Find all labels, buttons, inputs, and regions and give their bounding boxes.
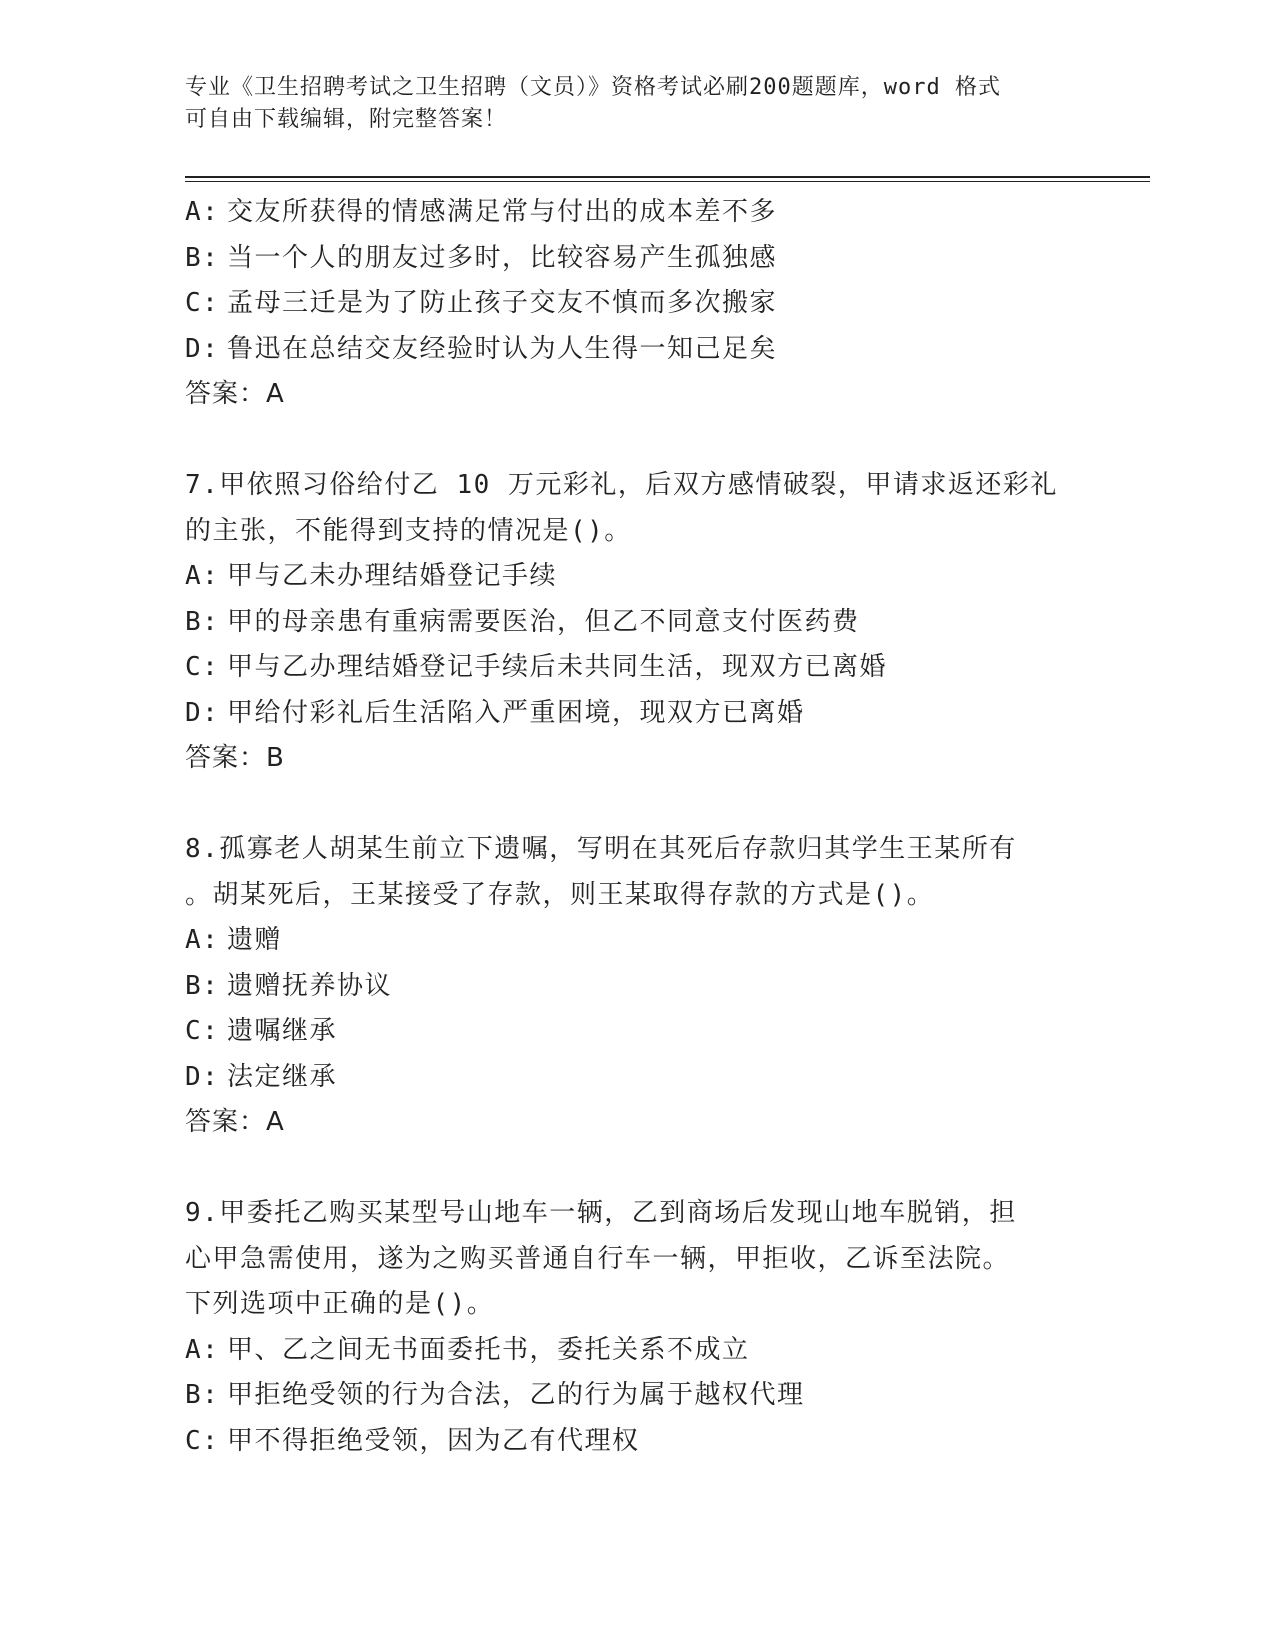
option-text: 鲁迅在总结交友经验时认为人生得一知己足矣 (227, 333, 778, 364)
option-text: 遗嘱继承 (227, 1016, 338, 1046)
option-text: 甲拒绝受领的行为合法，乙的行为属于越权代理 (227, 1380, 805, 1410)
answer-line: 答案：B (185, 743, 285, 773)
spacer (185, 1146, 1085, 1192)
option-text: 孟母三迁是为了防止孩子交友不慎而多次搬家 (227, 288, 778, 318)
option-text: 甲与乙未办理结婚登记手续 (227, 561, 558, 591)
header-divider-thick (185, 176, 1150, 178)
option-d (185, 691, 1085, 737)
option-letter: B: (185, 970, 220, 1001)
question-stem-line-2: 心甲急需使用，遂为之购买普通自行车一辆，甲拒收，乙诉至法院。 (185, 1243, 1011, 1274)
header-divider-thin (185, 181, 1150, 182)
question-6 (185, 190, 1085, 418)
option-text: 当一个人的朋友过多时，比较容易产生孤独感 (227, 242, 778, 273)
option-a (185, 190, 1085, 236)
question-stem-line-1: 9.甲委托乙购买某型号山地车一辆，乙到商场后发现山地车脱销，担 (185, 1198, 1017, 1228)
option-text: 甲的母亲患有重病需要医治，但乙不同意支付医药费 (227, 606, 860, 637)
option-b (185, 600, 1085, 646)
answer-line: 答案：A (185, 379, 285, 409)
option-text: 甲与乙办理结婚登记手续后未共同生活，现双方已离婚 (227, 652, 888, 682)
option-letter: B: (185, 242, 220, 273)
option-d (185, 1055, 1085, 1101)
option-letter: D: (185, 1061, 220, 1092)
document-header (185, 72, 1065, 136)
question-9 (185, 1191, 1085, 1464)
option-letter: D: (185, 333, 220, 364)
option-a (185, 554, 1085, 600)
option-letter: A: (185, 561, 220, 591)
spacer (185, 418, 1085, 464)
question-8 (185, 827, 1085, 1146)
option-letter: A: (185, 1334, 220, 1365)
option-b (185, 236, 1085, 282)
header-title-line-2: 可自由下载编辑，附完整答案！ (185, 107, 508, 132)
question-7 (185, 463, 1085, 782)
answer-line: 答案：A (185, 1107, 285, 1137)
option-a (185, 918, 1085, 964)
option-letter: A: (185, 197, 220, 227)
question-stem-line-2: 的主张，不能得到支持的情况是()。 (185, 515, 632, 546)
option-a (185, 1328, 1085, 1374)
option-letter: C: (185, 1016, 220, 1046)
spacer (185, 782, 1085, 828)
option-text: 交友所获得的情感满足常与付出的成本差不多 (227, 197, 778, 227)
question-content (185, 190, 1085, 1464)
question-stem-line-3: 下列选项中正确的是()。 (185, 1289, 495, 1319)
option-text: 甲、乙之间无书面委托书，委托关系不成立 (227, 1334, 750, 1365)
option-c (185, 1419, 1085, 1465)
question-stem-line-2: 。胡某死后，王某接受了存款，则王某取得存款的方式是()。 (185, 879, 935, 910)
option-letter: B: (185, 606, 220, 637)
option-letter: C: (185, 1425, 220, 1456)
option-letter: C: (185, 652, 220, 682)
option-b (185, 964, 1085, 1010)
header-title-line-1: 专业《卫生招聘考试之卫生招聘（文员）》资格考试必刷200题题库，word 格式 (185, 75, 1001, 100)
option-letter: B: (185, 1380, 220, 1410)
option-text: 遗赠 (227, 925, 283, 955)
option-d (185, 327, 1085, 373)
question-stem-line-1: 8.孤寡老人胡某生前立下遗嘱，写明在其死后存款归其学生王某所有 (185, 834, 1017, 864)
option-text: 甲给付彩礼后生活陷入严重困境，现双方已离婚 (227, 697, 805, 728)
option-text: 甲不得拒绝受领，因为乙有代理权 (227, 1425, 640, 1456)
option-text: 法定继承 (227, 1061, 338, 1092)
option-letter: D: (185, 697, 220, 728)
option-c (185, 645, 1085, 691)
option-letter: A: (185, 925, 220, 955)
option-c (185, 1009, 1085, 1055)
option-letter: C: (185, 288, 220, 318)
option-c (185, 281, 1085, 327)
question-stem-line-1: 7.甲依照习俗给付乙 10 万元彩礼，后双方感情破裂，甲请求返还彩礼 (185, 470, 1058, 500)
option-text: 遗赠抚养协议 (227, 970, 393, 1001)
option-b (185, 1373, 1085, 1419)
